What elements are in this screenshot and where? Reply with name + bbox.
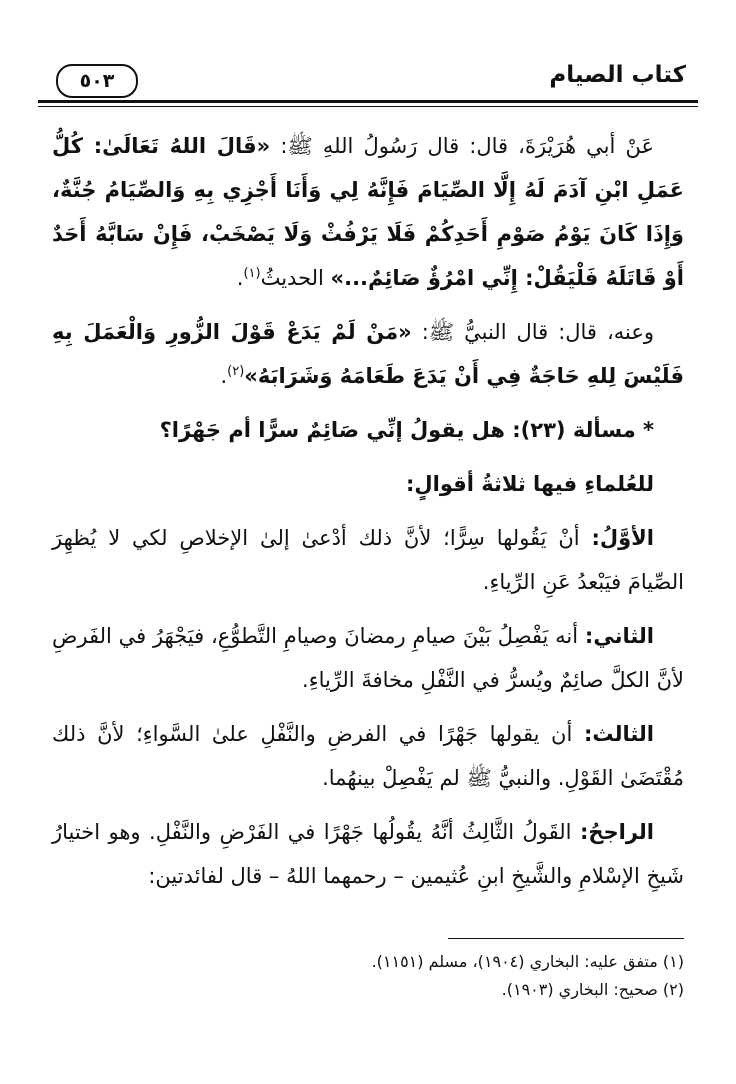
header-rule-thin: [38, 106, 698, 107]
opinion-second: [52, 614, 684, 702]
paragraph-hadith-2: وعنه، قال: قال النبيُّ ﷺ: «مَنْ لَمْ يَدَعْ قَوْلَ الزُّورِ وَالْعَمَلَ بِهِ فَلَيْسَ لِلهِ حَاجَةٌ فِي أَنْ يَدَعَ طَعَامَهُ وَشَرَابَهُ»$^{(٢)}$.: [52, 320, 684, 388]
hadith-intro: عَنْ أبي هُرَيْرَةَ، قال: قال رَسُولُ اللهِ ﷺ:: [270, 134, 655, 158]
hadith-tail: الحديثُ: [260, 266, 331, 290]
footnote-rule: [448, 938, 684, 939]
opinion-text: أنه يَفْصِلُ بَيْنَ صيامِ رمضانَ وصيامِ التَّطوُّعِ، فيَجْهَرُ في الفَرضِ لأنَّ الكلَّ صائِمٌ ويُسرُّ في النَّفْلِ مخافةَ الرِّياءِ.: [52, 624, 684, 692]
hadith-quote: «مَنْ لَمْ يَدَعْ قَوْلَ الزُّورِ وَالْعَمَلَ بِهِ فَلَيْسَ لِلهِ حَاجَةٌ فِي أَنْ يَدَعَ طَعَامَهُ وَشَرَابَهُ»: [52, 320, 684, 388]
opinion-text: أنْ يَقُولها سِرًّا؛ لأنَّ ذلك أدْعىٰ إلىٰ الإخلاصِ لكي لا يُظهِرَ الصِّيامَ فيَبْعدُ عَنِ الرِّياءِ.: [52, 526, 684, 594]
opinion-text: القَولُ الثَّالِثُ أنَّهُ يقُولُها جَهْرًا في الفَرْضِ والنَّفْلِ. وهو اختيارُ شَيخِ الإسْلامِ والشَّيخِ ابنِ عُثيمين – رحمهما اللهُ – قال لفائدتين:: [52, 820, 684, 888]
page-number-badge: ٥٠٣: [56, 64, 138, 98]
opinion-text: أن يقولها جَهْرًا في الفرضِ والنَّفْلِ علىٰ السَّواءِ؛ لأنَّ ذلك مُقْتَضَىٰ القَوْلِ. والنبيُّ ﷺ لم يَفْصِلْ بينهُما.: [52, 722, 684, 790]
footnote-ref: (١): [243, 266, 261, 281]
book-title: كتاب الصيام: [549, 62, 686, 88]
preferred-opinion: [52, 810, 684, 898]
paragraph-hadith-1: عَنْ أبي هُرَيْرَةَ، قال: قال رَسُولُ اللهِ ﷺ: «قَالَ اللهُ تَعَالَىٰ: كُلُّ عَمَلِ ابْنِ آدَمَ لَهُ إِلَّا الصِّيَامَ فَإِنَّهُ لِي وَأَنَا أَجْزِي بِهِ وَالصِّيَامُ جُنَّةٌ، وَإِذَا كَانَ يَوْمُ صَوْمِ أَحَدِكُمْ فَلَا يَرْفُثْ وَلَا يَصْخَبْ، فَإِنْ سَابَّهُ أَحَدٌ أَوْ قَاتَلَهُ فَلْيَقُلْ: إِنِّي امْرُؤٌ صَائِمٌ...» الحديثُ$^{(١)}$.: [52, 134, 684, 290]
question-heading: * مسألة (٢٣): هل يقولُ إنِّي صَائِمٌ سرًّا أم جَهْرًا؟: [159, 418, 654, 442]
footnote-2: (٢) صحيح: البخاري (١٩٠٣).: [501, 980, 684, 999]
opinions-heading: للعُلماءِ فيها ثلاثةُ أقوالٍ:: [406, 472, 654, 496]
footnotes: [52, 948, 684, 1004]
opinion-label: الثالث:: [583, 722, 654, 746]
footnote-1: (١) متفق عليه: البخاري (١٩٠٤)، مسلم (١١٥١).: [371, 952, 684, 971]
page-body: [52, 124, 684, 908]
opinion-first: [52, 516, 684, 604]
header-rule: [38, 100, 698, 103]
hadith-quote: «قَالَ اللهُ تَعَالَىٰ: كُلُّ عَمَلِ ابْنِ آدَمَ لَهُ إِلَّا الصِّيَامَ فَإِنَّهُ لِي وَأَنَا أَجْزِي بِهِ وَالصِّيَامُ جُنَّةٌ، وَإِذَا كَانَ يَوْمُ صَوْمِ أَحَدِكُمْ فَلَا يَرْفُثْ وَلَا يَصْخَبْ، فَإِنْ سَابَّهُ أَحَدٌ أَوْ قَاتَلَهُ فَلْيَقُلْ: إِنِّي امْرُؤٌ صَائِمٌ...»: [52, 134, 684, 290]
footnote-ref: (٢): [227, 364, 245, 379]
opinion-label: الثاني:: [584, 624, 654, 648]
hadith-intro: وعنه، قال: قال النبيُّ ﷺ:: [411, 320, 654, 344]
opinion-third: [52, 712, 684, 800]
opinion-label: الراجحُ:: [579, 820, 654, 844]
opinion-label: الأوَّلُ:: [591, 526, 654, 550]
